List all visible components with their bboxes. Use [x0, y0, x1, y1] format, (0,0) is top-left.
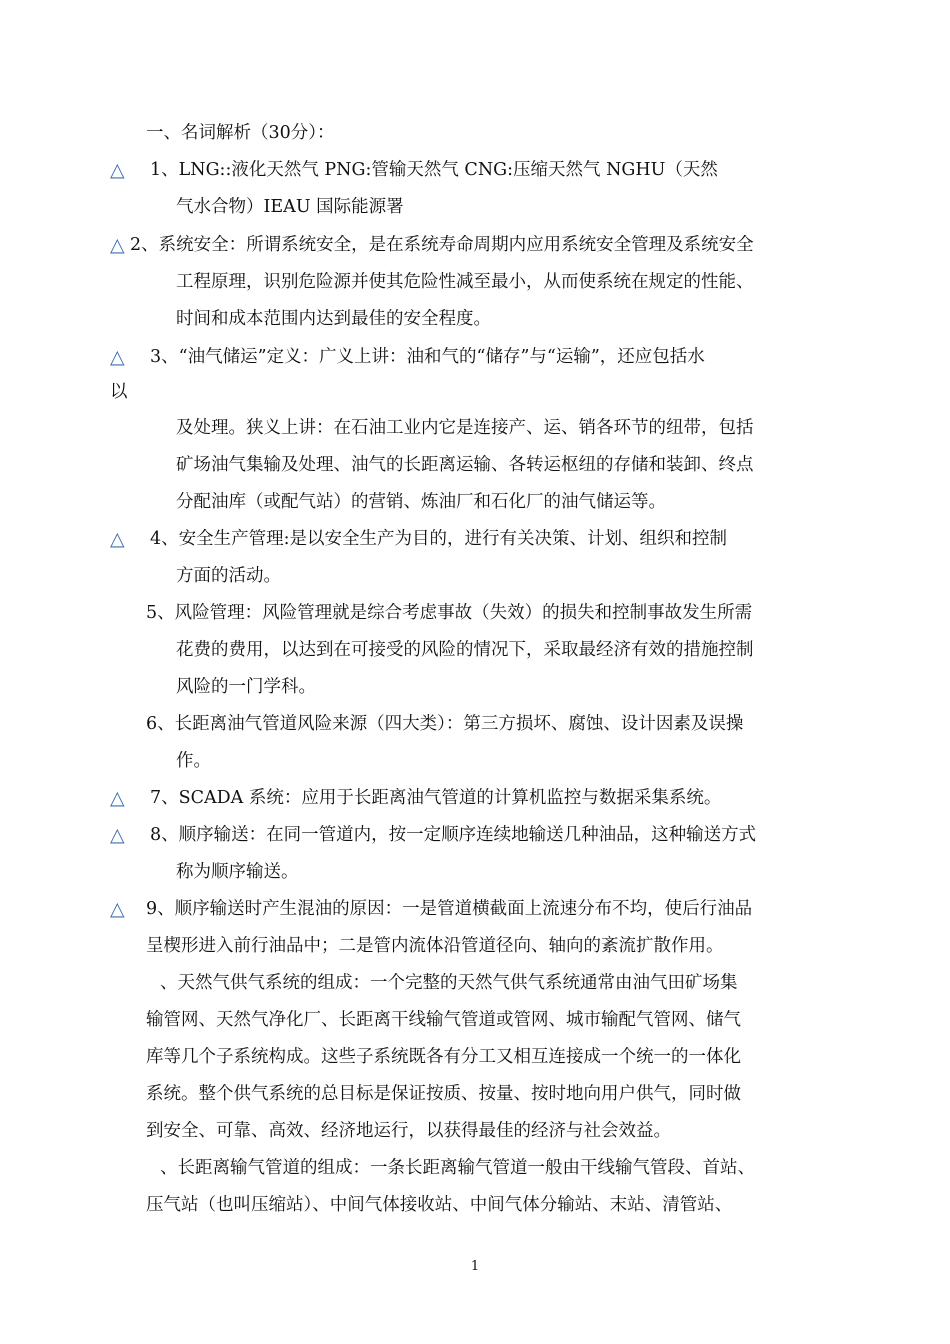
gas-supply-line-4: 系统。整个供气系统的总目标是保证按质、按量、按时地向用户供气，同时做 [146, 1084, 741, 1104]
item-8-line-2: 称为顺序输送。 [176, 862, 299, 882]
item-3-line-5: 分配油库（或配气站）的营销、炼油厂和石化厂的油气储运等。 [176, 492, 666, 512]
gas-supply-line-5: 到安全、可靠、高效、经济地运行，以获得最佳的经济与社会效益。 [146, 1121, 671, 1141]
item-5-line-3: 风险的一门学科。 [176, 677, 316, 697]
item-5-line-2: 花费的费用，以达到在可接受的风险的情况下，采取最经济有效的措施控制 [176, 640, 754, 660]
item-8-line-1: 8、顺序输送：在同一管道内，按一定顺序连续地输送几种油品，这种输送方式 [150, 825, 757, 845]
triangle-icon: △ [110, 528, 125, 550]
item-3-line-3: 及处理。狭义上讲：在石油工业内它是连接产、运、销各环节的纽带，包括 [176, 418, 754, 438]
item-3-line-1: 3、“油气储运”定义：广义上讲：油和气的“储存”与“运输”，还应包括水 [150, 347, 705, 367]
item-9-line-1: 9、顺序输送时产生混油的原因：一是管道横截面上流速分布不均，使后行油品 [146, 899, 753, 919]
triangle-icon: △ [110, 824, 125, 846]
item-4-line-1: 4、安全生产管理:是以安全生产为目的，进行有关决策、计划、组织和控制 [150, 529, 728, 549]
page-number: 1 [470, 1259, 480, 1274]
item-2-line-3: 时间和成本范围内达到最佳的安全程度。 [176, 309, 491, 329]
item-6-line-1: 6、长距离油气管道风险来源（四大类）：第三方损坏、腐蚀、设计因素及误操 [146, 714, 744, 734]
pipeline-line-1: 、长距离输气管道的组成：一条长距离输气管道一般由干线输气管段、首站、 [160, 1158, 755, 1178]
item-1-line-1: 1、LNG::液化天然气 PNG:管输天然气 CNG:压缩天然气 NGHU（天然 [150, 160, 718, 180]
item-9-line-2: 呈楔形进入前行油品中；二是管内流体沿管道径向、轴向的紊流扩散作用。 [146, 936, 724, 956]
section-heading: 一、名词解析（30分）： [146, 123, 335, 143]
item-5-line-1: 5、风险管理：风险管理就是综合考虑事故（失效）的损失和控制事故发生所需 [146, 603, 753, 623]
item-3-line-4: 矿场油气集输及处理、油气的长距离运输、各转运枢纽的存储和装卸、终点 [176, 455, 754, 475]
triangle-icon: △ [110, 898, 125, 920]
gas-supply-line-2: 输管网、天然气净化厂、长距离干线输气管道或管网、城市输配气管网、储气 [146, 1010, 741, 1030]
item-1-line-2: 气水合物）IEAU 国际能源署 [176, 197, 404, 217]
gas-supply-line-3: 库等几个子系统构成。这些子系统既各有分工又相互连接成一个统一的一体化 [146, 1047, 741, 1067]
triangle-icon: △ [110, 787, 125, 809]
triangle-icon: △ [110, 234, 125, 256]
item-6-line-2: 作。 [176, 751, 211, 771]
item-4-line-2: 方面的活动。 [176, 566, 281, 586]
gas-supply-line-1: 、天然气供气系统的组成：一个完整的天然气供气系统通常由油气田矿场集 [160, 973, 738, 993]
triangle-icon: △ [110, 346, 125, 368]
pipeline-line-2: 压气站（也叫压缩站）、中间气体接收站、中间气体分输站、末站、清管站、 [146, 1195, 733, 1215]
item-2-line-1: 2、系统安全：所谓系统安全，是在系统寿命周期内应用系统安全管理及系统安全 [130, 235, 754, 255]
item-3-line-2: 以 [110, 382, 128, 402]
triangle-icon: △ [110, 159, 125, 181]
item-7-line-1: 7、SCADA 系统：应用于长距离油气管道的计算机监控与数据采集系统。 [150, 788, 722, 808]
item-2-line-2: 工程原理，识别危险源并使其危险性减至最小，从而使系统在规定的性能、 [176, 272, 754, 292]
